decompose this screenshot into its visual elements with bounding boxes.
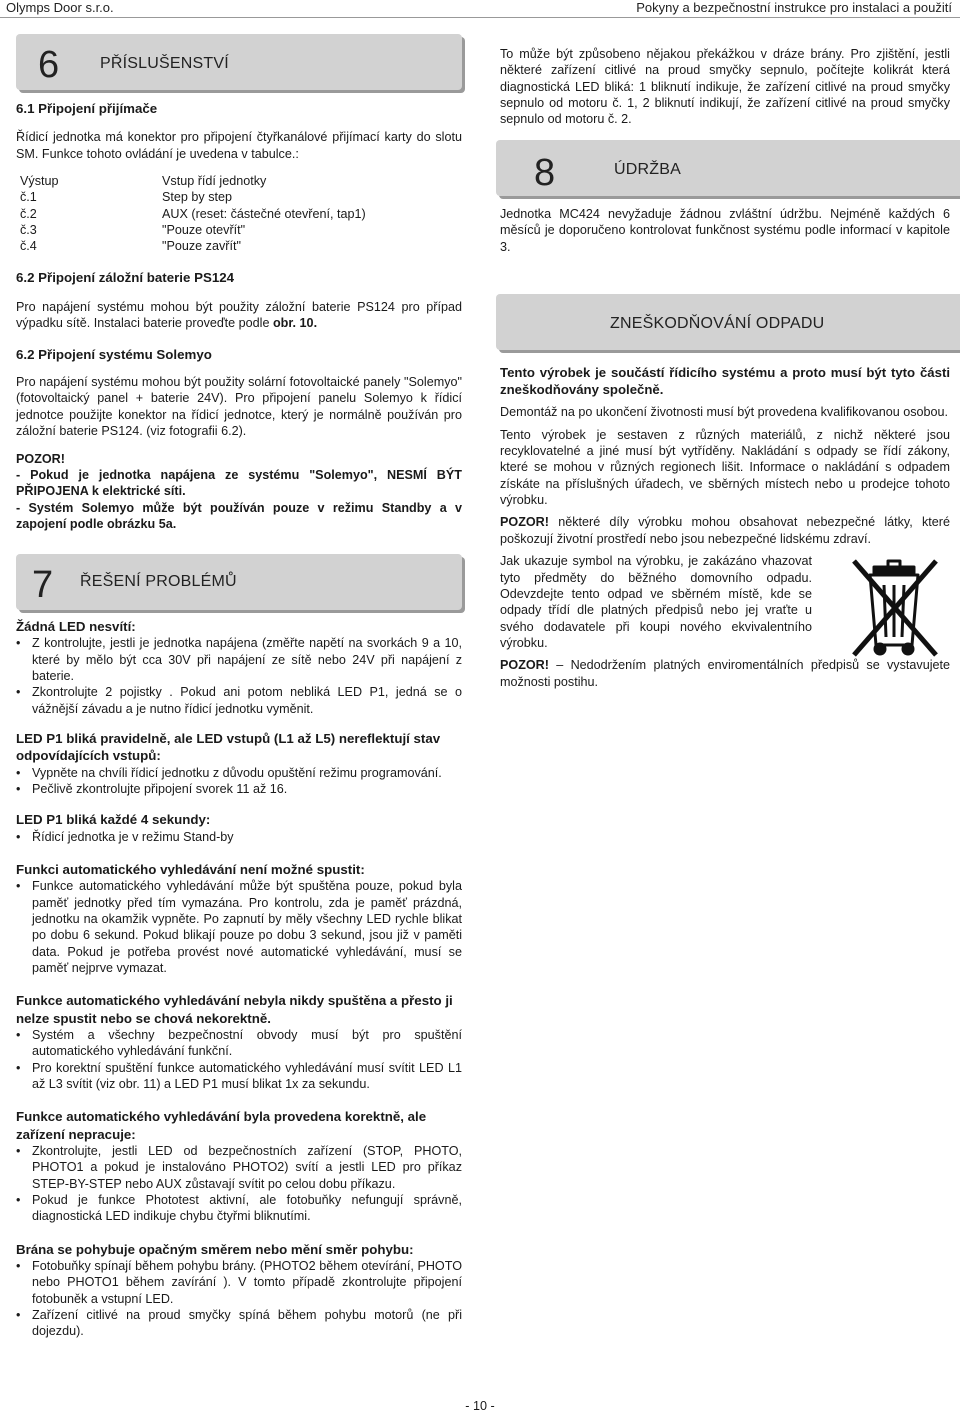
table-header-cell: Vstup řídí jednotky (162, 174, 267, 188)
table-cell: Step by step (162, 190, 233, 205)
list-item: • Funkce automatického vyhledávání může být spuštěna pouze, pokud byla paměť jednotky před tím vymazána. Pro kontrolu, zda je paměť prázdná, jednotku na okamžik vypněte. Po zapnutí by měly všechny LED rychle blikat po dobu 6 sekund. Pokud blikají pouze po dobu 3 sekund, jsou již v paměti data. Pokud je potřeba provést nové automatické vyhledávání, musí se paměť nejprve vymazat. (16, 878, 462, 976)
subsection-6-2-title: 6.2 Připojení záložní baterie PS124 (16, 269, 235, 285)
issue-title: Funkci automatického vyhledávání není možné spustit: (16, 861, 365, 877)
table-cell: č.2 (20, 206, 37, 221)
disposal-content (500, 364, 950, 690)
list-item: • Pro korektní spuštění funkce automatického vyhledávání musí svítit LED L1 až L3 svítit (viz obr. 11) a LED P1 musí blikat 1x za sekundu. (16, 1060, 462, 1093)
list-item: • Pokud je funkce Phototest aktivní, ale fotobuňky nefungují správně, diagnostická LED indikuje chybu čtyřmi bliknutími. (16, 1192, 462, 1225)
table-row (16, 238, 366, 254)
list-item: • Zařízení citlivé na proud smyčky spíná během pohybu motorů (ne při dojezdu). (16, 1307, 462, 1340)
warning-line-1: - Pokud je jednotka napájena ze systému "Solemyo", NESMÍ BÝT PŘIPOJENA k elektrické síti. (16, 467, 462, 499)
disposal-paragraph: Jak ukazuje symbol na výrobku, je zakázáno vhazovat tyto předměty do běžného domovního odpadu. Odevzdejte tento odpad ve sběrném místě, kde se odpady třídí dle platných předpisů nebo jej vraťte u svého dodavatele při koupi nového ekvivalentního výrobku. (500, 554, 812, 650)
section-7-title: ŘEŠENÍ PROBLÉMŮ (80, 573, 237, 590)
issue-list (16, 765, 462, 798)
disposal-warning (500, 657, 950, 690)
subsection-6-2-text (16, 299, 462, 332)
disposal-warning (500, 514, 950, 547)
section-8-title: ÚDRŽBA (614, 161, 681, 178)
section-8-content (500, 206, 950, 255)
disposal-paragraph: Tento výrobek je sestaven z různých materiálů, z nichž některé jsou recyklovatelné a jiné musí být vytříděny. Nakládání s odpady se řídí zákony, které se mohou v různých regionech lišit. Informace o nakládání s odpadem získáte na příslušných úřadech, ve sběrných místech nebo u prodejce tohoto výrobku. (500, 427, 950, 508)
table-row (16, 206, 366, 222)
disposal-bar (496, 294, 960, 350)
issue-list (16, 1258, 462, 1340)
page-number: - 10 - (465, 1399, 495, 1413)
section-7-bar (16, 554, 462, 610)
section-6-number: 6 (38, 44, 60, 86)
troubleshooting-continued (500, 46, 950, 128)
list-item: • Vypněte na chvíli řídicí jednotku z důvodu opuštění režimu programování. (16, 765, 462, 781)
table-cell: "Pouze zavřít" (162, 239, 241, 254)
list-item: • Pečlivě zkontrolujte připojení svorek 11 až 16. (16, 781, 462, 797)
section-7-number: 7 (32, 564, 54, 606)
weee-icon (844, 553, 946, 659)
list-item: • Zkontrolujte 2 pojistky . Pokud ani potom nebliká LED P1, jedná se o vážnější závadu a je nutno řídicí jednotku vyměnit. (16, 684, 462, 717)
issue-list (16, 878, 462, 976)
table-cell: AUX (reset: částečné otevření, tap1) (162, 206, 366, 221)
subsection-6-1-text: Řídicí jednotka má konektor pro připojení čtyřkanálové přijímací karty do slotu SM. Funkce tohoto ovládání je uvedena v tabulce.: (16, 130, 462, 161)
issue-title: Žádná LED nesvítí: (16, 619, 136, 634)
warning-text: – Nedodržením platných enviromentálních předpisů se vystavujete možnosti postihu. (500, 658, 950, 689)
header-company: Olymps Door s.r.o. (6, 0, 114, 15)
subsection-solemyo-text: Pro napájení systému mohou být použity solární fotovoltaické panely "Solemyo" (fotovoltaický panel + baterie 24V). Pro připojení panelu Solemyo k řídicí jednotce použijte konektor na řídicí jednotce, který je normálně používán pro záložní baterie PS124. (viz fotografii 6.2). (16, 375, 462, 439)
warning-label: POZOR! (500, 658, 549, 673)
table-row (16, 222, 366, 238)
issue-list (16, 829, 462, 845)
section-8-number: 8 (534, 152, 556, 194)
section-6-bar (16, 34, 462, 90)
list-item: • Zkontrolujte, jestli LED od bezpečnostních zařízení (STOP, PHOTO, PHOTO1 a pokud je instalováno PHOTO2) svítí a jestli LED pro příkaz STEP-BY-STEP nebo AUX zůstavají svítit po celou dobu příkazu. (16, 1143, 462, 1192)
list-item: • Fotobuňky spínají během pohybu brány. (PHOTO2 během otevírání, PHOTO nebo PHOTO1 během zavírání ). V tomto případě zkontrolujte připojení fotobuněk a vstupní LED. (16, 1258, 462, 1307)
disposal-paragraph: Demontáž na po ukončení životnosti musí být provedena kvalifikovanou osobou. (500, 405, 949, 420)
list-item: • Systém a všechny bezpečnostní obvody musí být pro spuštění automatického vyhledávání funkční. (16, 1027, 462, 1060)
section-8-bar (496, 140, 960, 196)
section-6-title: PŘÍSLUŠENSTVÍ (100, 55, 229, 72)
section-7-content-2 (16, 730, 462, 1340)
table-cell: č.3 (20, 223, 37, 238)
table-header-row (16, 173, 366, 189)
issue-title: Funkce automatického vyhledávání byla provedena korektně, ale zařízení nepracuje: (16, 1109, 427, 1142)
subsection-6-1-title: 6.1 Připojení přijímače (16, 101, 158, 116)
table-cell: č.4 (20, 239, 37, 254)
issue-title: Brána se pohybuje opačným směrem nebo mění směr pohybu: (16, 1241, 414, 1257)
continued-text: To může být způsobeno nějakou překážkou v dráze brány. Pro zjištění, jestli některé zařízení citlivé na proud smyčky sepnulo, počítejte kolikrát která diagnostická LED bliká: 1 bliknutí indikuje, že zařízení citlivé na proud smyčky sepnulo od motoru č. 1, 2 bliknutí indikují, že zařízení citlivé na proud smyčky sepnulo od motoru č. 2. (500, 47, 950, 127)
issue-list (16, 1027, 462, 1092)
issue-list (16, 1143, 462, 1225)
disposal-symbol-block (500, 553, 950, 651)
issue-list (16, 635, 462, 717)
subsection-6-2-body: Pro napájení systému mohou být použity záložní baterie PS124 pro případ výpadku sítě. Instalaci baterie proveďte podle (16, 300, 462, 331)
header-divider (0, 17, 960, 18)
warning-text: některé díly výrobku mohou obsahovat nebezpečné látky, které poškozují životní prostředí nebo jsou nebezpečné lidskému zdraví. (500, 515, 950, 546)
table-header-cell: Výstup (20, 174, 59, 188)
figure-reference: obr. 10. (272, 316, 318, 331)
disposal-title: ZNEŠKODŇOVÁNÍ ODPADU (610, 315, 825, 332)
warning-label: POZOR! (16, 451, 65, 466)
section-7-content (16, 618, 462, 717)
disposal-lead: Tento výrobek je součástí řídicího systému a proto musí být tyto části zneškodňovány společně. (500, 365, 950, 398)
maintenance-text: Jednotka MC424 nevyžaduje žádnou zvláštní údržbu. Nejméně každých 6 měsíců je doporučeno kontrolovat funkčnost systému podle informací v kapitole 3. (500, 207, 950, 254)
table-cell: "Pouze otevřít" (162, 223, 246, 238)
issue-title: Funkce automatického vyhledávání nebyla nikdy spuštěna a přesto ji nelze spustit nebo se chová nekorektně. (16, 993, 453, 1026)
header-doc-title: Pokyny a bezpečnostní instrukce pro instalaci a použití (636, 0, 952, 15)
list-item: • Z kontrolujte, jestli je jednotka napájena (změřte napětí na svorkách 9 a 10, které by mělo být cca 30V při napájení ze sítě nebo 24V při napájení z baterie. (16, 635, 462, 684)
table-cell: č.1 (20, 190, 37, 205)
list-item: • Řídicí jednotka je v režimu Stand-by (16, 829, 462, 845)
issue-title: LED P1 bliká každé 4 sekundy: (16, 812, 211, 828)
warning-label: POZOR! (500, 515, 549, 530)
receiver-output-table (16, 173, 366, 255)
section-6-content (16, 100, 462, 532)
subsection-solemyo-title: 6.2 Připojení systému Solemyo (16, 346, 212, 362)
warning-line-2: - Systém Solemyo může být používán pouze v režimu Standby a v zapojení podle obrázku 5a. (16, 500, 462, 531)
table-row (16, 189, 366, 205)
issue-title: LED P1 bliká pravidelně, ale LED vstupů (L1 až L5) nereflektují stav odpovídajících vstupů: (16, 731, 441, 764)
